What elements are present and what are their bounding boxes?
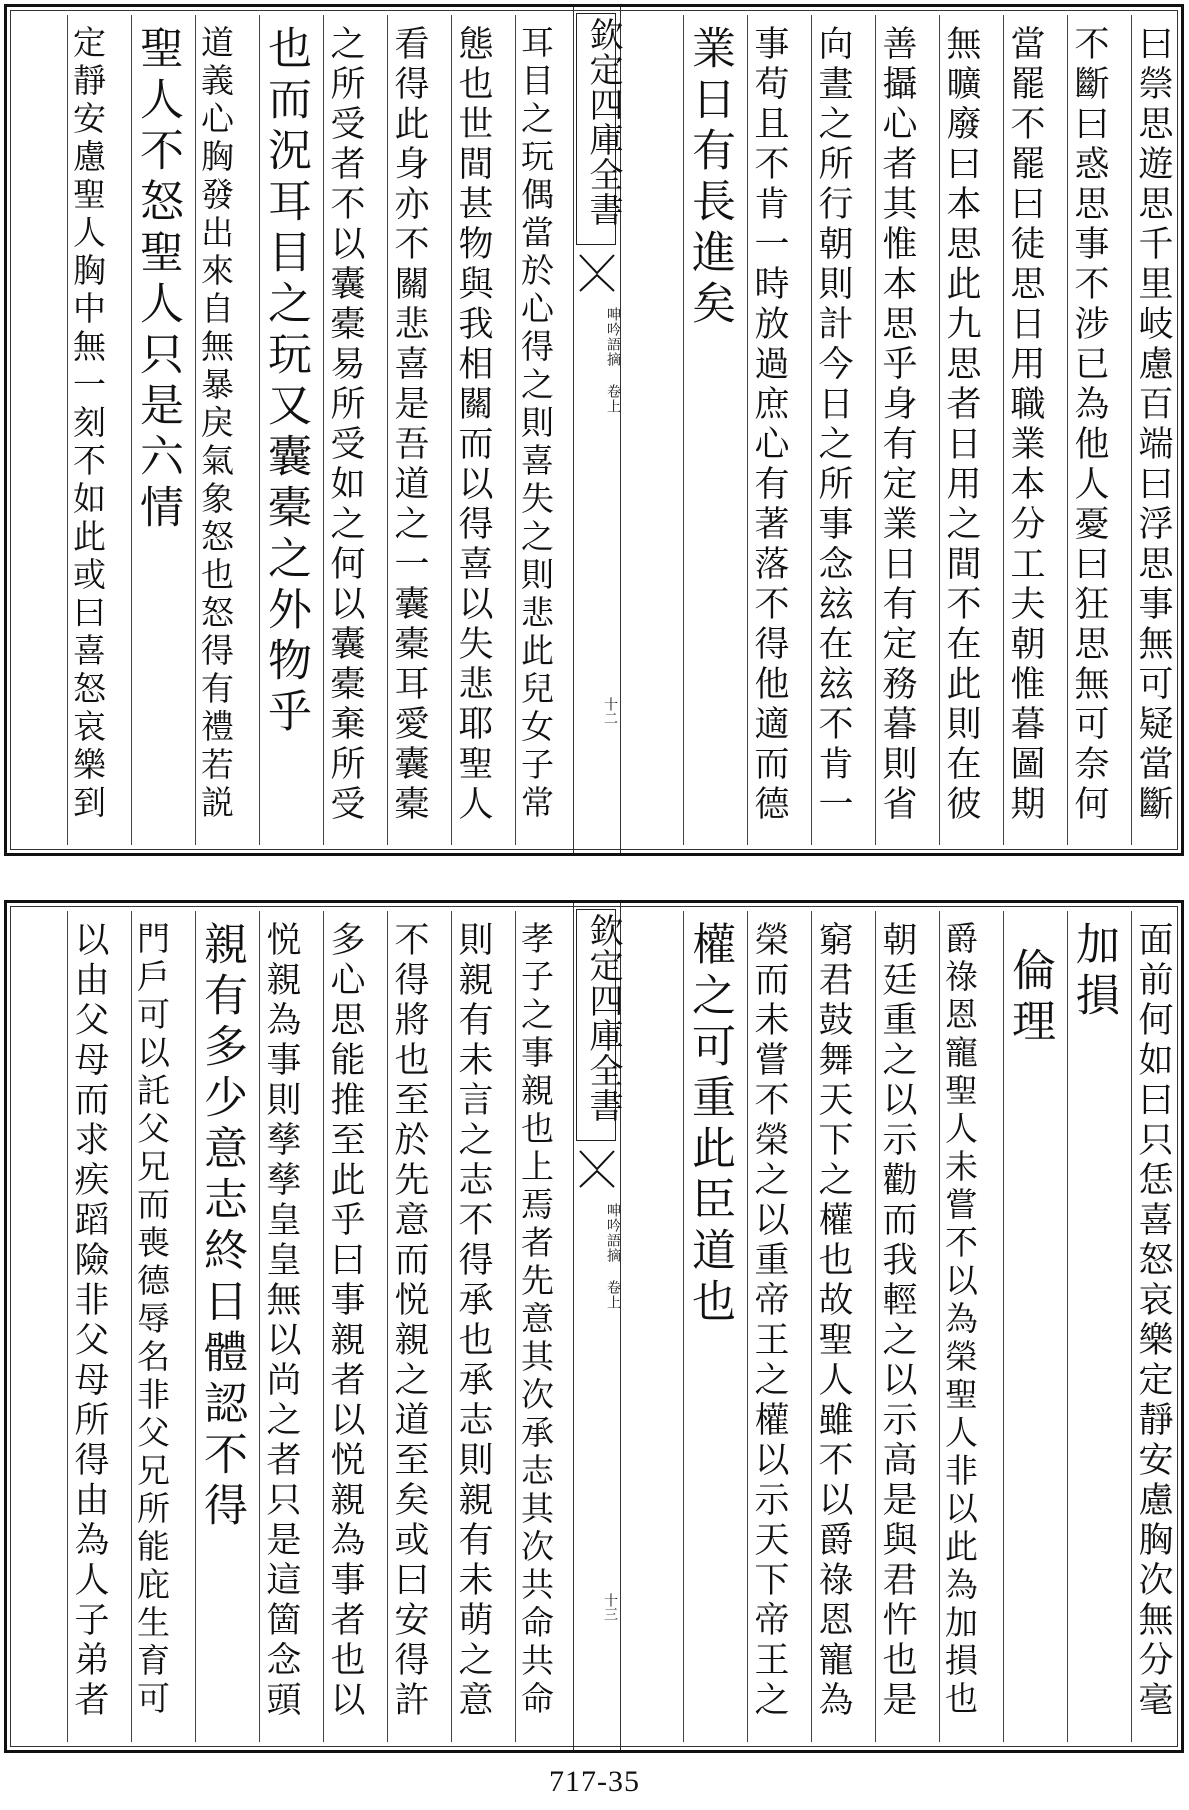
- column-rule: [451, 15, 452, 845]
- text-column: 不斷曰惑思事不涉已為他人憂曰狂思無可奈何: [1069, 25, 1109, 825]
- column-rule: [747, 911, 748, 1742]
- book-title-chapter: 呻吟語摘 卷上: [605, 307, 621, 414]
- column-rule: [1131, 911, 1132, 1742]
- column-rule: [67, 911, 68, 1742]
- page-number: 十三: [602, 1593, 618, 1621]
- collection-title: 欽定四庫全書: [583, 913, 623, 1123]
- text-column: 定靜安慮聖人胸中無一刻不如此或曰喜怒哀樂到: [68, 25, 107, 823]
- column-rule: [1067, 911, 1068, 1742]
- column-rule: [323, 911, 324, 1742]
- column-rule: [939, 15, 940, 845]
- text-column: 當罷不罷曰徒思日用職業本分工夫朝惟暮圖期: [1005, 25, 1045, 825]
- text-column: 看得此身亦不關悲喜是吾道之一囊橐耳愛囊橐: [389, 25, 429, 825]
- text-column: 門戶可以託父兄而喪德辱名非父兄所能庇生育可: [132, 921, 171, 1719]
- column-rule: [1131, 15, 1132, 845]
- column-rule: [811, 911, 812, 1742]
- text-column: 耳目之玩偶當於心得之則喜失之則悲此兒女子常: [516, 25, 555, 823]
- text-column: 則親有未言之志不得承也承志則親有未萌之意: [453, 921, 493, 1721]
- text-column: 之所受者不以囊橐易所受如之何以囊橐棄所受: [325, 25, 365, 825]
- text-column: 窮君鼓舞天下之權也故聖人雖不以爵祿恩寵為: [813, 921, 853, 1721]
- column-rule: [811, 15, 812, 845]
- scan-page-label: 717-35: [549, 1765, 640, 1798]
- text-column: 業日有長進矣: [684, 25, 735, 331]
- column-rule: [451, 911, 452, 1742]
- text-column: 權之可重此臣道也: [684, 921, 735, 1329]
- text-column: 面前何如曰只恁喜怒哀樂定靜安慮胸次無分毫: [1133, 921, 1173, 1721]
- text-column: 也而況耳目之玩又囊橐之外物乎: [260, 25, 311, 739]
- center-band: [573, 903, 621, 1750]
- top-page: [4, 4, 1184, 856]
- column-rule: [875, 911, 876, 1742]
- page-number: 十二: [602, 697, 618, 725]
- text-column: 加損: [1068, 921, 1119, 1023]
- text-column: 不得將也至於先意而悦親之道至矣或曰安得許: [389, 921, 429, 1721]
- column-rule: [387, 15, 388, 845]
- column-rule: [259, 911, 260, 1742]
- book-title-chapter: 呻吟語摘 卷上: [605, 1203, 621, 1310]
- text-column: 悦親為事則孳孳皇皇無以尚之者只是這箇念頭: [261, 921, 301, 1721]
- column-rule: [1067, 15, 1068, 845]
- column-rule: [387, 911, 388, 1742]
- section-heading: 倫理: [1004, 947, 1055, 1049]
- text-column: 榮而未嘗不榮之以重帝王之權以示天下帝王之: [749, 921, 789, 1721]
- text-column: 爵祿恩寵聖人未嘗不以為榮聖人非以此為加損也: [940, 921, 979, 1719]
- text-column: 孝子之事親也上焉者先意其次承志其次共命共命: [516, 921, 555, 1719]
- text-column: 無曠廢曰本思此九思者日用之間不在此則在彼: [941, 25, 981, 825]
- fish-tail-mark-icon: [578, 253, 616, 293]
- column-rule: [747, 15, 748, 845]
- text-column: 向晝之所行朝則計今日之所事念玆在玆不肯一: [813, 25, 853, 825]
- text-column: 道義心胸發出來自無暴戾氣象怒也怒得有禮若説: [196, 25, 235, 823]
- column-rule: [875, 15, 876, 845]
- text-column: 態也世間甚物與我相關而以得喜以失悲耶聖人: [453, 25, 493, 825]
- text-column: 以由父母而求疾蹈險非父母所得由為人子弟者: [69, 921, 109, 1721]
- fish-tail-mark-icon: [578, 1149, 616, 1189]
- collection-title: 欽定四庫全書: [583, 17, 623, 227]
- text-column: 多心思能推至此乎曰事親者以悦親為事者也以: [325, 921, 365, 1721]
- bottom-page: [4, 900, 1184, 1753]
- text-column: 事苟且不肯一時放過庶心有著落不得他適而德: [749, 25, 789, 825]
- column-rule: [1003, 15, 1004, 845]
- text-column: 聖人不怒聖人只是六情: [132, 25, 183, 535]
- text-column: 親有多少意志終日體認不得: [196, 921, 247, 1533]
- text-column: 曰禜思遊思千里岐慮百端曰浮思事無可疑當斷: [1133, 25, 1173, 825]
- text-column: 朝廷重之以示勸而我輕之以示高是與君忤也是: [877, 921, 917, 1721]
- column-rule: [323, 15, 324, 845]
- center-band: [573, 7, 621, 853]
- text-column: 善攝心者其惟本思乎身有定業日有定務暮則省: [877, 25, 917, 825]
